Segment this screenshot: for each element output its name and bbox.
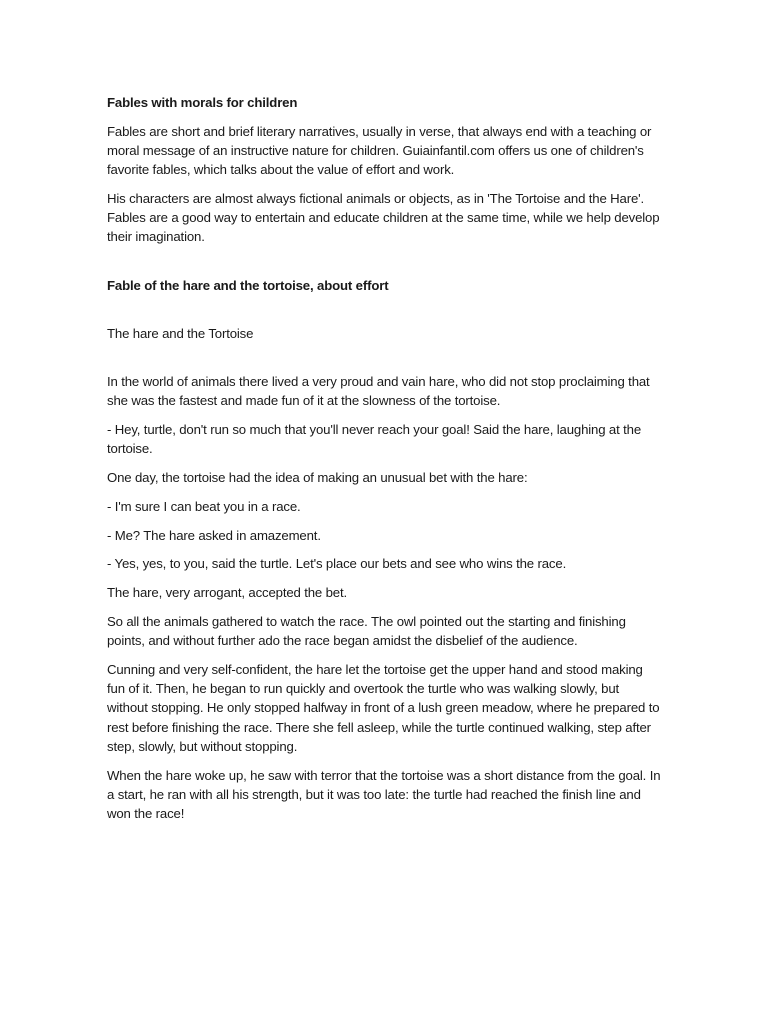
story-paragraph: - Me? The hare asked in amazement. xyxy=(107,527,321,543)
story-title: The hare and the Tortoise xyxy=(107,325,254,341)
story-paragraph: One day, the tortoise had the idea of making an unusual bet with the hare: xyxy=(107,470,528,486)
section-heading: Fable of the hare and the tortoise, about effort xyxy=(107,277,389,293)
story-paragraph: So all the animals gathered to watch the race. The owl pointed out the starting and finishing points, and without further ado the race began amidst the disbelief of the audience. xyxy=(107,614,626,649)
story-paragraph: The hare, very arrogant, accepted the bet. xyxy=(107,585,348,601)
story-paragraph: - Yes, yes, to you, said the turtle. Let's place our bets and see who wins the race. xyxy=(107,556,567,572)
story-paragraph: - I'm sure I can beat you in a race. xyxy=(107,498,301,514)
intro-paragraph: Fables are short and brief literary narratives, usually in verse, that always end with a teaching or moral message of an instructive nature for children. Guiainfantil.com offers us one of children's favorite fables, which talks about the value of effort and work. xyxy=(107,123,652,178)
document-title: Fables with morals for children xyxy=(107,95,298,110)
document-page xyxy=(107,93,663,833)
story-paragraph: Cunning and very self-confident, the hare let the tortoise get the upper hand and stood making fun of it. Then, he began to run quickly and overtook the turtle who was walking slowly, but without stopping. He only stopped halfway in front of a lush green meadow, where he prepared to rest before finishing the race. There she fell asleep, while the turtle continued walking, step after step, slowly, but without stopping. xyxy=(107,662,660,754)
story-paragraph: - Hey, turtle, don't run so much that you'll never reach your goal! Said the hare, laughing at the tortoise. xyxy=(107,422,642,457)
story-paragraph: When the hare woke up, he saw with terror that the tortoise was a short distance from the goal. In a start, he ran with all his strength, but it was too late: the turtle had reached the finish line and won the race! xyxy=(107,767,661,822)
story-paragraph: In the world of animals there lived a very proud and vain hare, who did not stop proclaiming that she was the fastest and made fun of it at the slowness of the tortoise. xyxy=(107,374,650,409)
intro-paragraph: His characters are almost always fictional animals or objects, as in 'The Tortoise and the Hare'. Fables are a good way to entertain and educate children at the same time, while we help develop their imagination. xyxy=(107,191,660,245)
